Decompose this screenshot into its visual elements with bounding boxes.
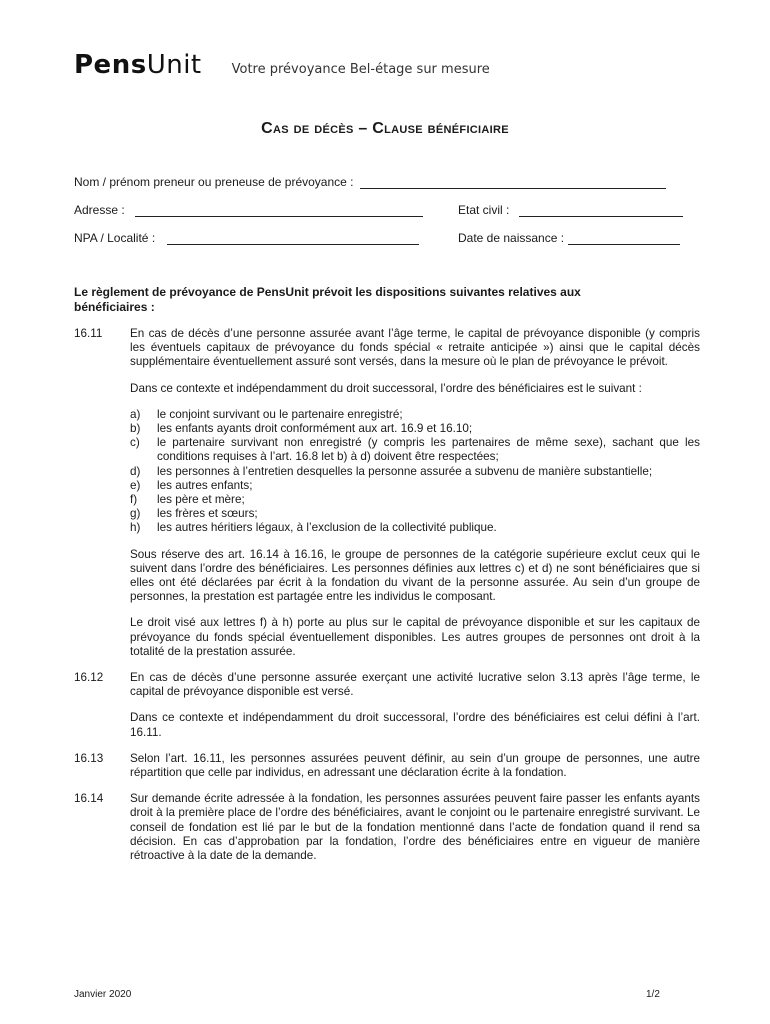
list-item: c) le partenaire survivant non enregistré (y compris les partenaires de même sexe), sachant que les conditions requises à l’art. 16.8 let b) à d) doivent être respectées; xyxy=(130,436,700,464)
name-input-line[interactable] xyxy=(360,176,666,189)
section-16-11 xyxy=(74,327,700,659)
civil-status-label: Etat civil : xyxy=(458,203,510,217)
section-16-12 xyxy=(74,671,700,740)
intro-text: Le règlement de prévoyance de PensUnit prévoit les dispositions suivantes relatives aux bénéficiaires : xyxy=(74,285,581,314)
address-label: Adresse : xyxy=(74,203,125,217)
tagline: Votre prévoyance Bel-étage sur mesure xyxy=(231,62,490,77)
footer-date: Janvier 2020 xyxy=(74,989,132,1000)
list-item: g) les frères et sœurs; xyxy=(130,507,258,521)
list-item: h) les autres héritiers légaux, à l’exclusion de la collectivité publique. xyxy=(130,521,497,535)
document-header xyxy=(74,50,490,80)
section-16-13 xyxy=(74,752,700,780)
paragraph: Sur demande écrite adressée à la fondation, les personnes assurées peuvent faire passer les enfants ayants droit à la première place de l’ordre des bénéficiaires, avant le conjoint ou le partenaire enregistré survivant. Le conseil de fondation est lié par le but de la fondation mentionné dans l’acte de fondation quand il rend sa décision. En cas d’approbation par la fondation, l’ordre des bénéficiaires entre en vigueur de manière rétroactive à la date de la demande. xyxy=(130,792,700,863)
locality-label: NPA / Localité : xyxy=(74,231,156,245)
paragraph: Selon l’art. 16.11, les personnes assurées peuvent définir, au sein d’un groupe de personnes, une autre répartition que celle par individus, en adressant une déclaration écrite à la fondation. xyxy=(130,751,700,780)
paragraph: En cas de décès d’une personne assurée exerçant une activité lucrative selon 3.13 après l’âge terme, le capital de prévoyance disponible est versé. xyxy=(130,671,700,699)
civil-status-field-row xyxy=(458,203,683,217)
section-number: 16.13 xyxy=(74,751,104,765)
page-number: 1/2 xyxy=(646,989,660,1000)
list-item: a) le conjoint survivant ou le partenaire enregistré; xyxy=(130,407,403,421)
list-item: f) les père et mère; xyxy=(130,493,245,507)
civil-status-input-line[interactable] xyxy=(519,204,683,217)
document-body xyxy=(74,327,700,875)
locality-input-line[interactable] xyxy=(167,232,419,245)
address-field-row xyxy=(74,203,423,217)
birth-date-field-row xyxy=(458,231,680,245)
paragraph: Dans ce contexte et indépendamment du droit successoral, l’ordre des bénéficiaires est le suivant : xyxy=(130,381,642,395)
section-number: 16.14 xyxy=(74,792,104,806)
paragraph: En cas de décès d’une personne assurée avant l’âge terme, le capital de prévoyance disponible (y compris les éventuels capitaux de prévoyance du fonds spécial « retraite anticipée ») ainsi que le capital décès supplémentaire éventuellement assuré sont versés, dans la mesure où le plan de prévoyance le prévoit. xyxy=(130,327,700,369)
section-16-14 xyxy=(74,792,700,863)
paragraph: Le droit visé aux lettres f) à h) porte au plus sur le capital de prévoyance disponible et sur les capitaux de prévoyance du fonds spécial éventuellement disponibles. Les autres groupes de personnes ont droit à la totalité de la prestation assurée. xyxy=(130,616,700,658)
birth-date-label: Date de naissance : xyxy=(458,231,565,245)
list-item: d) les personnes à l’entretien desquelles la personne assurée a subvenu de manière substantielle; xyxy=(130,464,653,478)
address-input-line[interactable] xyxy=(135,204,423,217)
section-number: 16.12 xyxy=(74,671,104,685)
pensunit-logo: PensUnit xyxy=(74,50,202,80)
list-item: b) les enfants ayants droit conformément aux art. 16.9 et 16.10; xyxy=(130,422,473,436)
paragraph: Sous réserve des art. 16.14 à 16.16, le groupe de personnes de la catégorie supérieure exclut ceux qui le suivent dans l’ordre des bénéficiaires. Les personnes définies aux lettres c) et d) ne sont bénéficiaires que si elles ont été déclarées par écrit à la fondation du vivant de la personne assurée. Au sein d’un groupe de personnes, la prestation est partagée entre les individus le composant. xyxy=(130,547,700,604)
section-number: 16.11 xyxy=(74,327,103,340)
name-label: Nom / prénom preneur ou preneuse de prévoyance : xyxy=(74,175,354,189)
document-title: Cas de décès – Clause bénéficiaire xyxy=(261,120,509,137)
name-field-row xyxy=(74,175,666,189)
paragraph: Dans ce contexte et indépendamment du droit successoral, l’ordre des bénéficiaires est celui défini à l’art. 16.11. xyxy=(130,711,700,739)
list-item: e) les autres enfants; xyxy=(130,478,253,492)
birth-date-input-line[interactable] xyxy=(568,232,680,245)
beneficiary-order-list xyxy=(130,408,700,536)
locality-field-row xyxy=(74,231,419,245)
